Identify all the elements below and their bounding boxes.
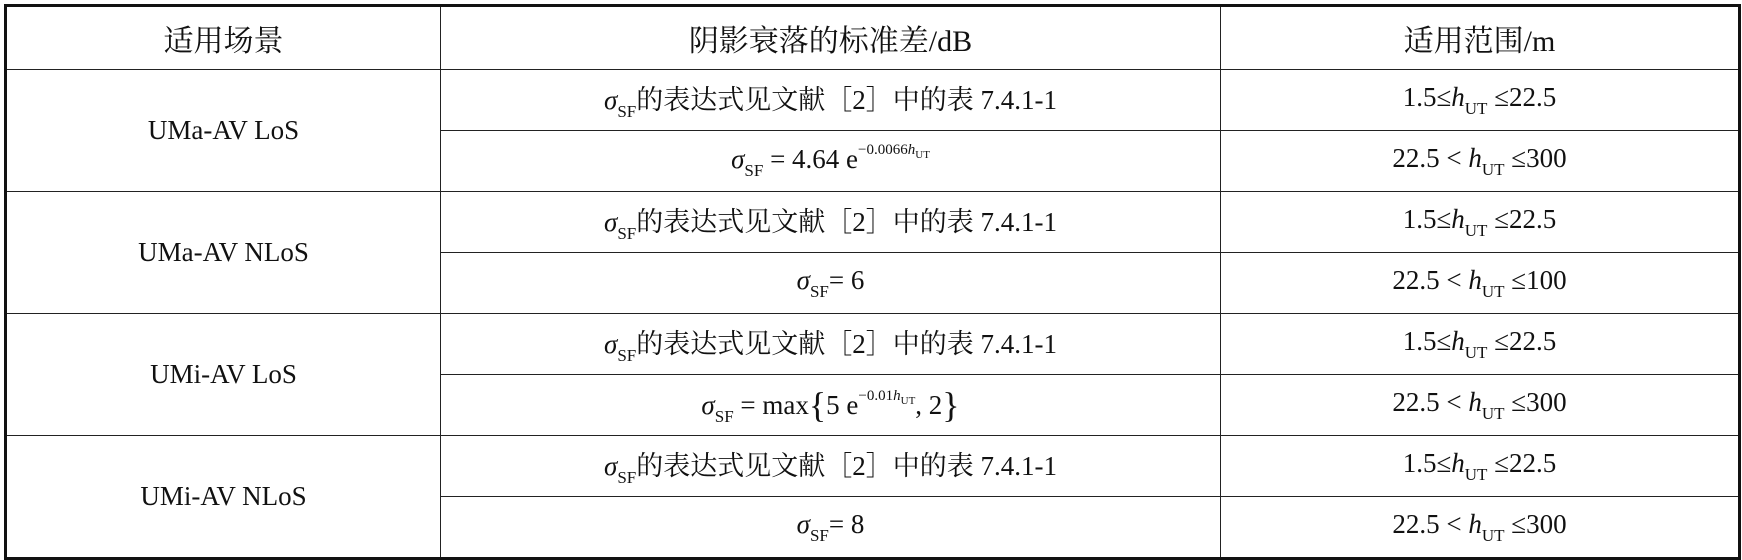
formula-cell (441, 497, 1221, 559)
sigma-symbol: σ (731, 143, 745, 174)
range-low: 1.5 (1402, 447, 1437, 478)
header-row (6, 6, 1740, 70)
range-op: < (1446, 264, 1462, 295)
exponent (858, 387, 916, 407)
range-op: ≤ (1494, 325, 1510, 356)
range-cell (1221, 314, 1740, 375)
range-high: 300 (1526, 386, 1567, 417)
table-row (6, 436, 1740, 497)
exponent-coef: −0.0066 (858, 141, 908, 158)
formula-cell (441, 131, 1221, 192)
range-op: ≤ (1436, 203, 1452, 234)
h-symbol: h (1451, 447, 1465, 478)
range-op: ≤ (1511, 142, 1527, 173)
exponent (858, 141, 930, 161)
sf-subscript: SF (617, 102, 637, 121)
sigma-symbol: σ (604, 329, 618, 359)
range-low: 22.5 (1392, 386, 1440, 417)
h-symbol: h (1468, 508, 1482, 539)
formula-base: 5 e (826, 389, 859, 420)
ref-text: 的表达式见文献［2］中的表 7.4.1-1 (636, 451, 1057, 481)
ut-subscript: UT (1464, 98, 1488, 118)
range-low: 22.5 (1392, 264, 1440, 295)
range-cell (1221, 253, 1740, 314)
sigma-symbol: σ (604, 207, 618, 237)
range-low: 1.5 (1402, 203, 1437, 234)
h-symbol: h (907, 141, 916, 158)
range-high: 100 (1526, 264, 1567, 295)
range-high: 300 (1526, 508, 1567, 539)
ref-text: 的表达式见文献［2］中的表 7.4.1-1 (636, 329, 1057, 359)
formula-cell (441, 375, 1221, 436)
scene-cell: UMa-AV NLoS (6, 192, 441, 314)
range-cell (1221, 131, 1740, 192)
sigma-symbol: σ (701, 389, 715, 420)
range-op: ≤ (1494, 81, 1510, 112)
range-op: < (1446, 142, 1462, 173)
table-row (6, 314, 1740, 375)
h-symbol: h (893, 387, 901, 404)
h-symbol: h (1468, 142, 1482, 173)
h-symbol: h (1451, 325, 1465, 356)
scene-cell: UMi-AV NLoS (6, 436, 441, 559)
formula-eq: = 8 (828, 508, 865, 539)
range-low: 22.5 (1392, 508, 1440, 539)
right-brace: } (942, 384, 960, 425)
range-op: ≤ (1436, 447, 1452, 478)
sf-subscript: SF (744, 160, 764, 180)
ut-subscript: UT (1481, 525, 1505, 545)
scene-cell: UMa-AV LoS (6, 70, 441, 192)
sf-subscript: SF (809, 281, 829, 301)
range-cell (1221, 436, 1740, 497)
range-op: ≤ (1511, 508, 1527, 539)
header-range: 适用范围/m (1221, 6, 1740, 70)
sigma-symbol: σ (604, 85, 618, 115)
ut-subscript: UT (1481, 403, 1505, 423)
sf-subscript: SF (714, 406, 734, 426)
page (4, 4, 1738, 555)
formula-cell (441, 192, 1221, 253)
table-row (6, 192, 1740, 253)
sigma-symbol: σ (604, 451, 618, 481)
sigma-symbol: σ (796, 508, 810, 539)
range-cell (1221, 70, 1740, 131)
range-op: ≤ (1511, 386, 1527, 417)
ut-subscript: UT (915, 148, 930, 161)
formula-eq: = max (740, 389, 809, 420)
h-symbol: h (1468, 386, 1482, 417)
range-cell (1221, 375, 1740, 436)
range-cell (1221, 497, 1740, 559)
ref-text: 的表达式见文献［2］中的表 7.4.1-1 (636, 85, 1057, 115)
formula-eq: = 4.64 e (770, 143, 859, 174)
ut-subscript: UT (1481, 281, 1505, 301)
sf-subscript: SF (617, 468, 637, 487)
left-brace: { (808, 384, 827, 425)
range-low: 1.5 (1402, 81, 1437, 112)
range-op: < (1446, 386, 1462, 417)
range-op: < (1446, 508, 1462, 539)
range-high: 300 (1526, 142, 1567, 173)
h-symbol: h (1451, 81, 1465, 112)
sf-subscript: SF (617, 346, 637, 365)
ut-subscript: UT (1481, 159, 1505, 179)
sf-subscript: SF (617, 224, 637, 243)
shadow-fading-table (4, 4, 1741, 560)
range-op: ≤ (1511, 264, 1527, 295)
header-scene: 适用场景 (6, 6, 441, 70)
ut-subscript: UT (1464, 342, 1488, 362)
range-low: 22.5 (1392, 142, 1440, 173)
table-row (6, 70, 1740, 131)
ut-subscript: UT (900, 394, 916, 407)
sf-subscript: SF (809, 525, 829, 545)
ut-subscript: UT (1464, 464, 1488, 484)
formula-cell (441, 436, 1221, 497)
range-cell (1221, 192, 1740, 253)
ref-text: 的表达式见文献［2］中的表 7.4.1-1 (636, 207, 1057, 237)
h-symbol: h (1451, 203, 1465, 234)
range-op: ≤ (1436, 325, 1452, 356)
formula-cell (441, 70, 1221, 131)
range-high: 22.5 (1509, 447, 1557, 478)
formula-cell (441, 253, 1221, 314)
exponent-coef: −0.01 (858, 387, 894, 404)
range-op: ≤ (1436, 81, 1452, 112)
range-high: 22.5 (1509, 325, 1557, 356)
range-low: 1.5 (1402, 325, 1437, 356)
formula-eq: = 6 (828, 264, 865, 295)
ut-subscript: UT (1464, 220, 1488, 240)
formula-tail: , 2 (915, 389, 943, 420)
formula-cell (441, 314, 1221, 375)
range-op: ≤ (1494, 447, 1510, 478)
scene-cell: UMi-AV LoS (6, 314, 441, 436)
range-op: ≤ (1494, 203, 1510, 234)
range-high: 22.5 (1509, 81, 1557, 112)
sigma-symbol: σ (796, 264, 810, 295)
range-high: 22.5 (1509, 203, 1557, 234)
h-symbol: h (1468, 264, 1482, 295)
header-std-dev: 阴影衰落的标准差/dB (441, 6, 1221, 70)
